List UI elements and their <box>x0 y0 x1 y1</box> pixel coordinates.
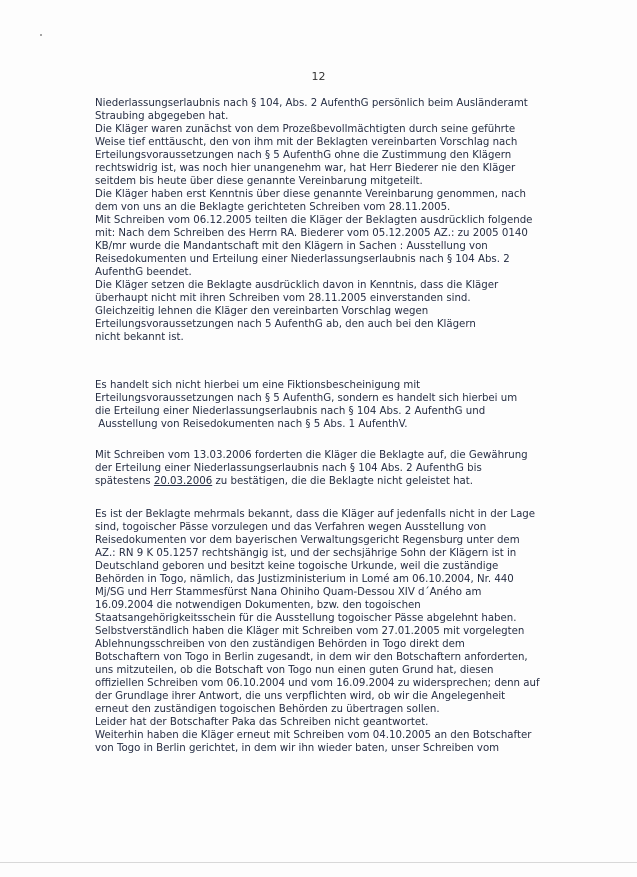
text-line: Leider hat der Botschafter Paka das Schreiben nicht geantwortet. <box>95 717 429 728</box>
text-line: Gleichzeitig lehnen die Kläger den vereinbarten Vorschlag wegen <box>95 306 429 317</box>
text-line: rechtswidrig ist, was noch hier unangenehm war, hat Herr Biederer nie den Kläger <box>95 163 516 174</box>
text-line-end: zu bestätigen, die die Beklagte nicht geleistet hat. <box>212 476 474 487</box>
text-line: Straubing abgegeben hat. <box>95 111 229 122</box>
paragraph-block-1 <box>95 97 580 344</box>
text-line: Staatsangehörigkeitsschein für die Ausstellung togoischer Pässe abgelehnt haben. <box>95 613 517 624</box>
text-line: Es ist der Beklagte mehrmals bekannt, dass die Kläger auf jedenfalls nicht in der Lage <box>95 509 536 520</box>
text-line: dem von uns an die Beklagte gerichteten Schreiben vom 28.11.2005. <box>95 202 451 213</box>
text-line: die Erteilung einer Niederlassungserlaubnis nach § 104 Abs. 2 AufenthG und <box>95 406 486 417</box>
text-line: 16.09.2004 die notwendigen Dokumenten, bzw. den togoischen <box>95 600 421 611</box>
text-line: Selbstverständlich haben die Kläger mit Schreiben vom 27.01.2005 mit vorgelegten <box>95 626 525 637</box>
text-line: Die Kläger haben erst Kenntnis über diese genannte Vereinbarung genommen, nach <box>95 189 526 200</box>
text-line: von Togo in Berlin gerichtet, in dem wir ihn wieder baten, unser Schreiben vom <box>95 743 500 754</box>
text-line: der Grundlage ihrer Antwort, die uns verpflichten wird, ob wir die Angelegenheit <box>95 691 506 702</box>
page-bottom-edge <box>0 862 637 863</box>
text-line: Mit Schreiben vom 13.03.2006 forderten die Kläger die Beklagte auf, die Gewährung <box>95 450 528 461</box>
text-line: uns mitzuteilen, ob die Botschaft von Togo nun einen guten Grund hat, diesen <box>95 665 494 676</box>
page-number: 12 <box>311 70 326 83</box>
text-line-start: spätestens <box>95 476 154 487</box>
text-line <box>95 475 580 488</box>
text-line: der Erteilung einer Niederlassungserlaubnis nach § 104 Abs. 2 AufenthG bis <box>95 463 482 474</box>
text-line: mit: Nach dem Schreiben des Herrn RA. Biederer vom 05.12.2005 AZ.: zu 2005 0140 <box>95 228 528 239</box>
text-line: Ablehnungsschreiben von den zuständigen Behörden in Togo direkt dem <box>95 639 465 650</box>
text-line: Botschaftern von Togo in Berlin zugesandt, in dem wir den Botschaftern anforderten, <box>95 652 528 663</box>
text-line: erneut den zuständigen togoischen Behörden zu übertragen sollen. <box>95 704 440 715</box>
paragraph-block-3 <box>95 449 580 488</box>
text-line: AufenthG beendet. <box>95 267 192 278</box>
text-line: sind, togoischer Pässe vorzulegen und das Verfahren wegen Ausstellung von <box>95 522 487 533</box>
text-line: Erteilungsvoraussetzungen nach § 5 AufenthG ohne die Zustimmung den Klägern <box>95 150 512 161</box>
text-line: Weise tief enttäuscht, den von ihm mit der Beklagten vereinbarten Vorschlag nach <box>95 137 518 148</box>
text-line: Mit Schreiben vom 06.12.2005 teilten die Kläger der Beklagten ausdrücklich folgende <box>95 215 533 226</box>
text-line: überhaupt nicht mit ihren Schreiben vom 28.11.2005 einverstanden sind. <box>95 293 471 304</box>
text-line: Ausstellung von Reisedokumenten nach § 5 Abs. 1 AufenthV. <box>95 419 408 430</box>
text-line: Reisedokumenten und Erteilung einer Niederlassungserlaubnis nach § 104 Abs. 2 <box>95 254 510 265</box>
text-line: offiziellen Schreiben vom 06.10.2004 und vom 16.09.2004 zu widersprechen; denn auf <box>95 678 540 689</box>
text-line: Mj/SG und Herr Stammesfürst Nana Ohiniho Quam-Dessou XIV d´Aného am <box>95 587 482 598</box>
text-line: nicht bekannt ist. <box>95 332 184 343</box>
text-line: Die Kläger setzen die Beklagte ausdrücklich davon in Kenntnis, dass die Kläger <box>95 280 499 291</box>
text-line: KB/mr wurde die Mandantschaft mit den Klägern in Sachen : Ausstellung von <box>95 241 488 252</box>
paragraph-block-2 <box>95 379 580 431</box>
text-line: Weiterhin haben die Kläger erneut mit Schreiben vom 04.10.2005 an den Botschafter <box>95 730 532 741</box>
text-line: Erteilungsvoraussetzungen nach 5 AufenthG ab, den auch bei den Klägern <box>95 319 476 330</box>
text-line: AZ.: RN 9 K 05.1257 rechtshängig ist, und der sechsjährige Sohn der Klägern ist in <box>95 548 517 559</box>
text-line: Reisedokumenten vor dem bayerischen Verwaltungsgericht Regensburg unter dem <box>95 535 520 546</box>
text-line: Die Kläger waren zunächst von dem Prozeßbevollmächtigten durch seine geführte <box>95 124 516 135</box>
paragraph-block-4 <box>95 508 580 755</box>
text-line: Es handelt sich nicht hierbei um eine Fiktionsbescheinigung mit <box>95 380 421 391</box>
scan-speck <box>40 34 42 36</box>
text-line: Deutschland geboren und besitzt keine togoische Urkunde, weil die zuständige <box>95 561 499 572</box>
deadline-date: 20.03.2006 <box>153 476 213 487</box>
text-line: Niederlassungserlaubnis nach § 104, Abs. 2 AufenthG persönlich beim Ausländeramt <box>95 98 528 109</box>
text-line: Erteilungsvoraussetzungen nach § 5 AufenthG, sondern es handelt sich hierbei um <box>95 393 518 404</box>
text-line: Behörden in Togo, nämlich, das Justizministerium in Lomé am 06.10.2004, Nr. 440 <box>95 574 514 585</box>
text-line: seitdem bis heute über diese genannte Vereinbarung mitgeteilt. <box>95 176 423 187</box>
